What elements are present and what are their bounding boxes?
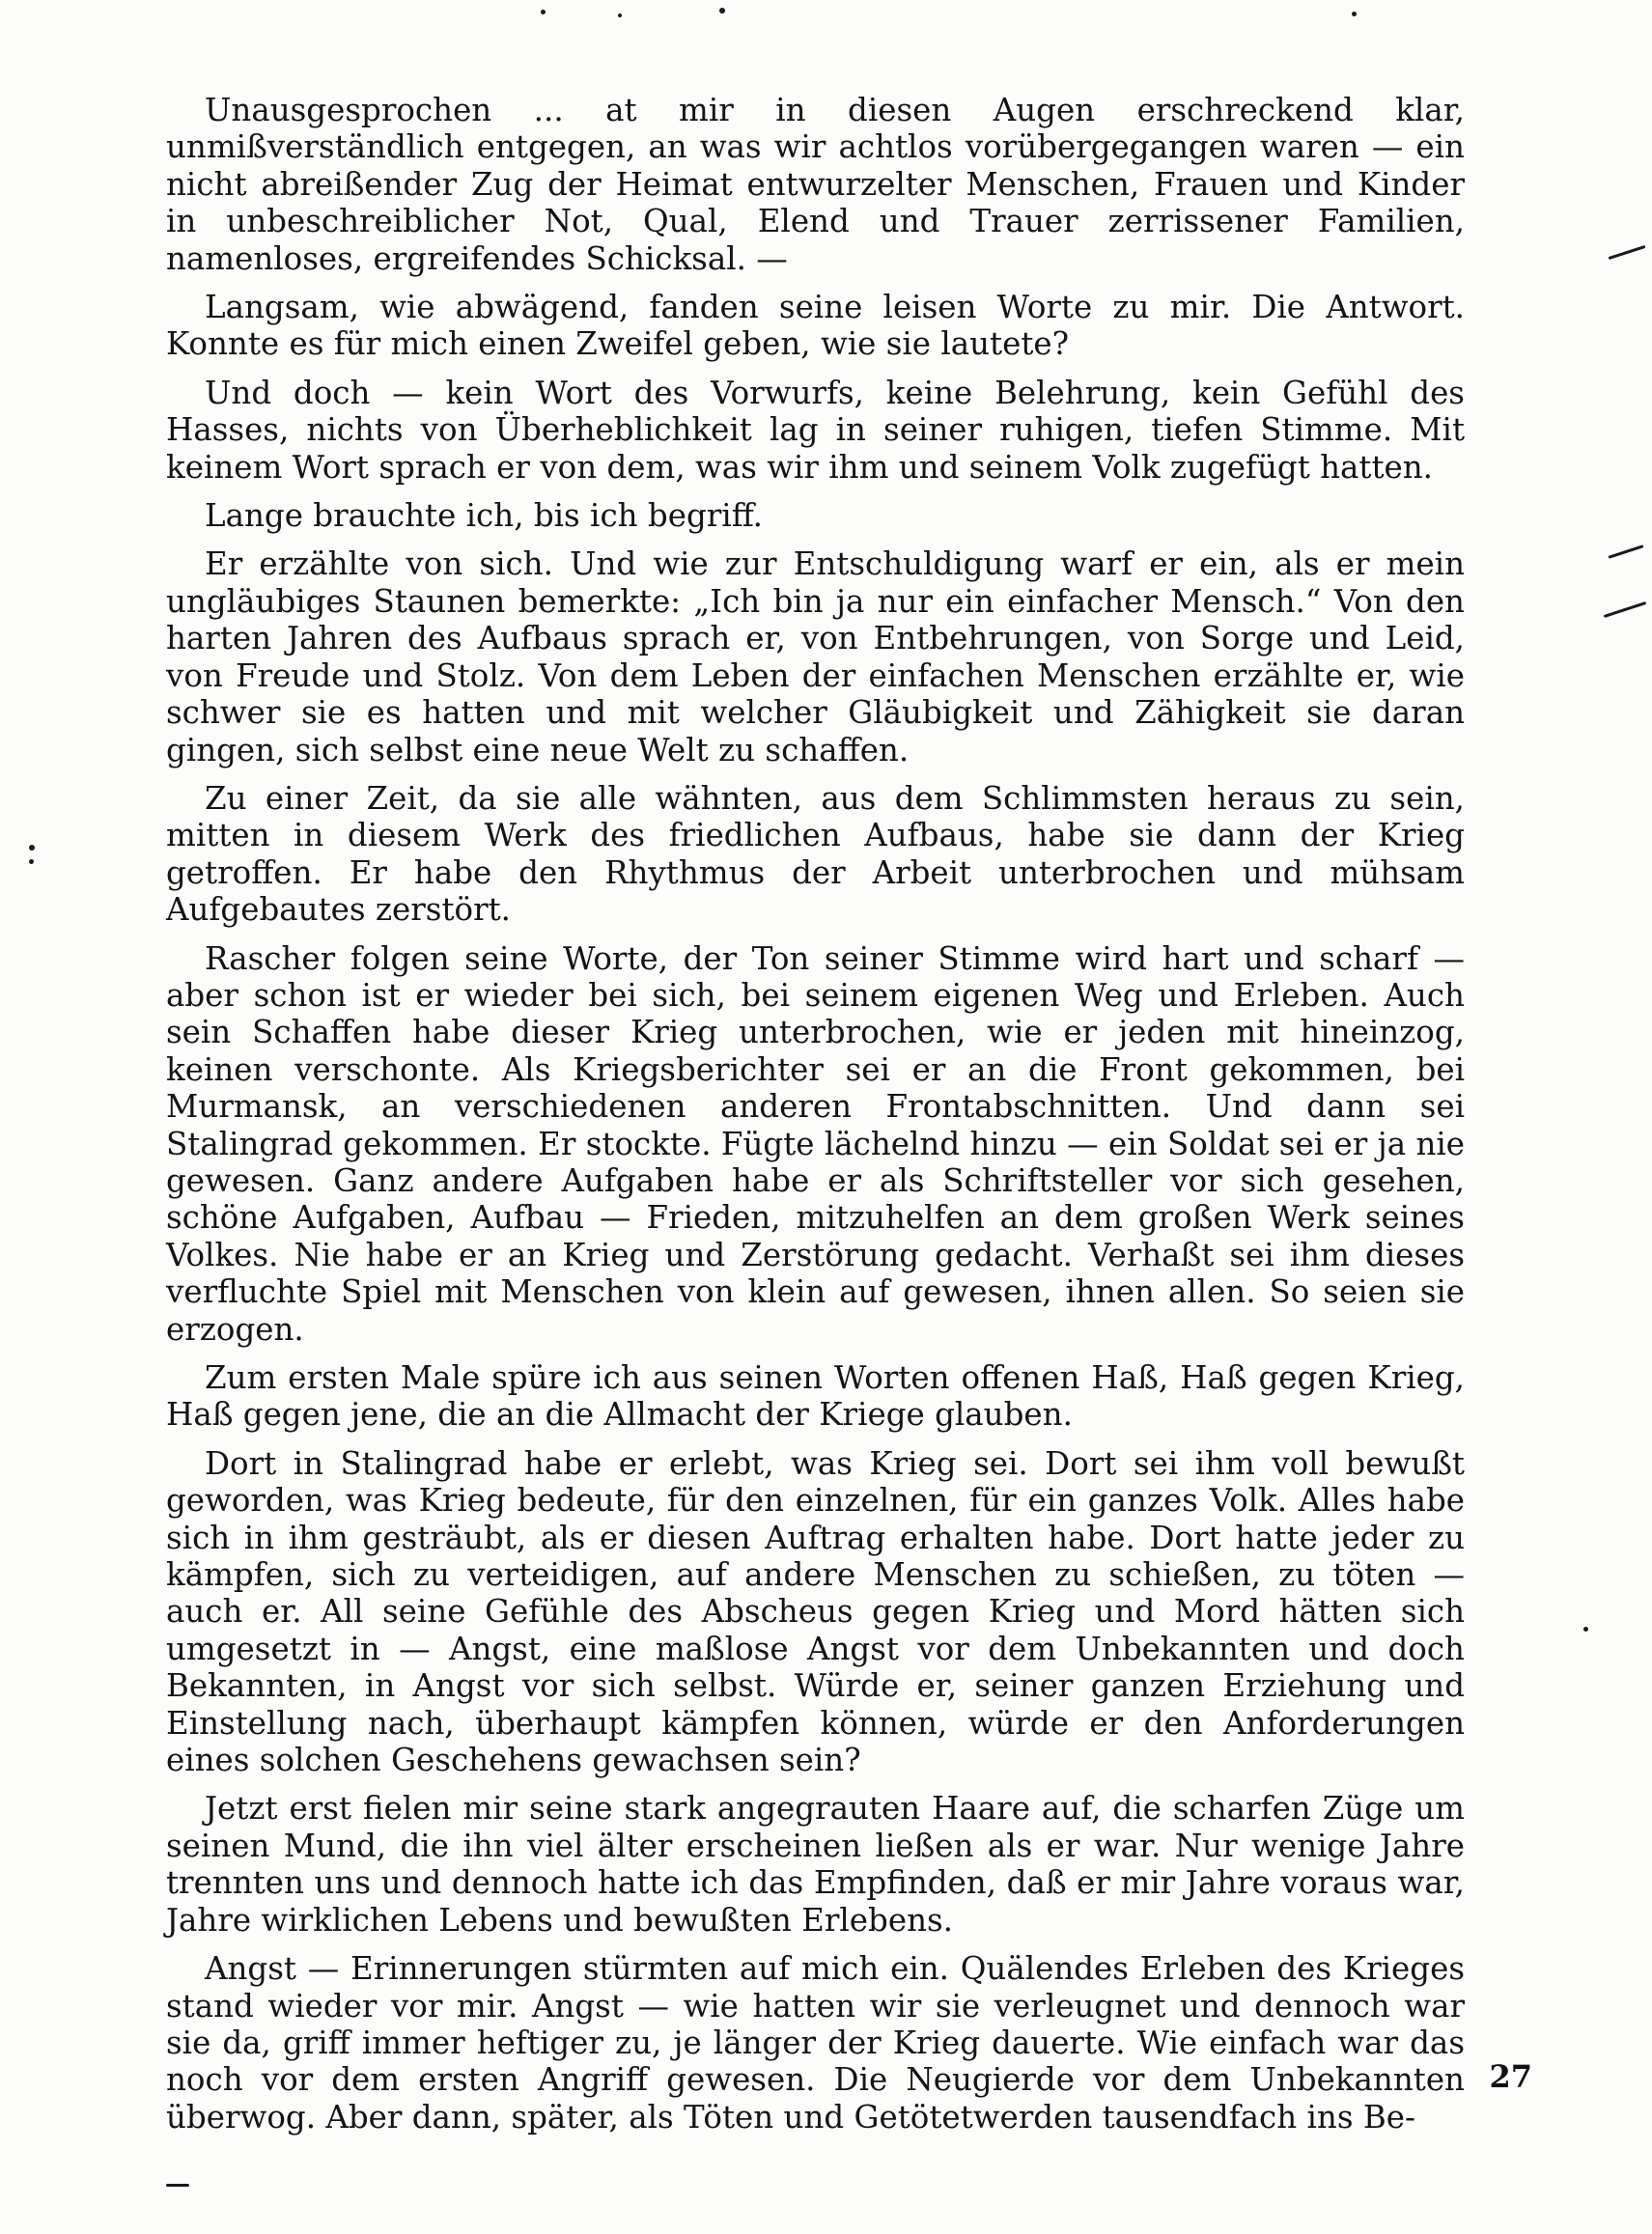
scan-mark [166,2184,189,2187]
scan-mark [1609,245,1646,260]
scan-speck [719,8,725,14]
scan-mark [1604,601,1647,618]
body-text [166,92,1465,2147]
paragraph-4: Lange brauchte ich, bis ich begriff. [205,497,763,535]
scan-speck [618,14,622,17]
paragraph-5: Er erzählte von sich. Und wie zur Entschuldigung warf er ein, als er mein ungläubiges Staunen bemerkte: „Ich bin ja nur ein einfacher Mensch.“ Von den harten Jahren des Aufbaus sprach er, von Entbehrungen, von Sorge und Leid, von Freude und Stolz. Von dem Leben der einfachen Menschen erzählte er, wie schwer sie es hatten und mit welcher Gläubigkeit und Zähigkeit sie daran gingen, sich selbst eine neue Welt zu schaffen. [166,545,1465,768]
scan-speck [1583,1627,1588,1632]
paragraph-3: Und doch — kein Wort des Vorwurfs, keine Belehrung, kein Gefühl des Hasses, nichts von Überheblichkeit lag in seiner ruhigen, tiefen Stimme. Mit keinem Wort sprach er von dem, was wir ihm und seinem Volk zugefügt hatten. [166,374,1465,486]
scan-speck [541,10,546,14]
paragraph-9: Dort in Stalingrad habe er erlebt, was Krieg sei. Dort sei ihm voll bewußt geworden, was Krieg bedeute, für den einzelnen, für ein ganzes Volk. Alles habe sich in ihm gesträubt, als er diesen Auftrag erhalten habe. Dort hatte jeder zu kämpfen, sich zu verteidigen, auf andere Menschen zu schießen, zu töten — auch er. All seine Gefühle des Abscheus gegen Krieg und Mord hätten sich umgesetzt in — Angst, eine maßlose Angst vor dem Unbekannten und doch Bekannten, in Angst vor sich selbst. Würde er, seiner ganzen Erziehung und Einstellung nach, überhaupt kämpfen können, würde er den Anforderungen eines solchen Geschehens gewachsen sein? [166,1444,1465,1779]
scan-speck [29,845,35,851]
scan-speck [1352,12,1357,16]
page-number: 27 [1489,2058,1532,2095]
paragraph-11: Angst — Erinnerungen stürmten auf mich ein. Quälendes Erleben des Krieges stand wieder vor mir. Angst — wie hatten wir sie verleugnet und dennoch war sie da, griff immer heftiger zu, je länger der Krieg dauerte. Wie einfach war das noch vor dem ersten Angriff gewesen. Die Neugierde vor dem Unbekannten überwog. Aber dann, später, als Töten und Getötetwerden tausendfach ins Be- [166,1950,1465,2136]
paragraph-2: Langsam, wie abwägend, fanden seine leisen Worte zu mir. Die Antwort. Konnte es für mich einen Zweifel geben, wie sie lautete? [166,289,1465,363]
paragraph-8: Zum ersten Male spüre ich aus seinen Worten offenen Haß, Haß gegen Krieg, Haß gegen jene, die an die Allmacht der Kriege glauben. [166,1359,1465,1434]
paragraph-6: Zu einer Zeit, da sie alle wähnten, aus dem Schlimmsten heraus zu sein, mitten in diesem Werk des friedlichen Aufbaus, habe sie dann der Krieg getroffen. Er habe den Rhythmus der Arbeit unterbrochen und mühsam Aufgebautes zerstört. [166,779,1465,929]
paragraph-10: Jetzt erst fielen mir seine stark angegrauten Haare auf, die scharfen Züge um seinen Mund, die ihn viel älter erscheinen ließen als er war. Nur wenige Jahre trennten uns und dennoch hatte ich das Empfinden, daß er mir Jahre voraus war, Jahre wirklichen Lebens und bewußten Erlebens. [166,1790,1465,1939]
paragraph-7: Rascher folgen seine Worte, der Ton seiner Stimme wird hart und scharf — aber schon ist er wieder bei sich, bei seinem eigenen Weg und Erleben. Auch sein Schaffen habe dieser Krieg unterbrochen, wie er jeden mit hineinzog, keinen verschonte. Als Kriegsberichter sei er an die Front gekommen, bei Murmansk, an verschiedenen anderen Frontabschnitten. Und dann sei Stalingrad gekommen. Er stockte. Fügte lächelnd hinzu — ein Soldat sei er ja nie gewesen. Ganz andere Aufgaben habe er als Schriftsteller vor sich gesehen, schöne Aufgaben, Aufbau — Frieden, mitzuhelfen an dem großen Werk seines Volkes. Nie habe er an Krieg und Zerstörung gedacht. Verhaßt sei ihm dieses verfluchte Spiel mit Menschen von klein auf gewesen, ihnen allen. So seien sie erzogen. [166,939,1465,1348]
scan-speck [29,859,34,864]
scan-mark [1608,545,1643,559]
paragraph-1: Unausgesprochen ... at mir in diesen Augen erschreckend klar, unmißverständlich entgegen, an was wir achtlos vorübergegangen waren — ein nicht abreißender Zug der Heimat entwurzelter Menschen, Frauen und Kinder in unbeschreiblicher Not, Qual, Elend und Trauer zerrissener Familien, namenloses, ergreifendes Schicksal. — [166,92,1465,277]
